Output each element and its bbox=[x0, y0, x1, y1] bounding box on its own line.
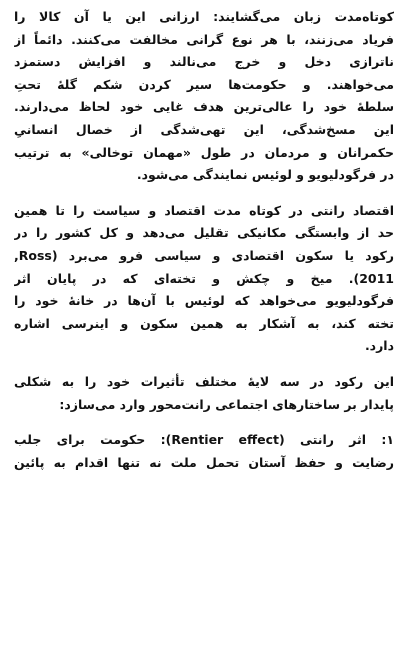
text-line: ناترازی دخل و خرج می‌نالند و افزایش دستمزد bbox=[14, 54, 394, 70]
text-line: حکمرانان و مردمان در طول «مهمان توخالی» به ترتیب bbox=[14, 144, 394, 160]
paragraph-4 bbox=[14, 429, 394, 474]
text-line: کوتاه‌مدت زبان می‌گشایند: ارزانی این یا آن کالا را bbox=[14, 9, 394, 24]
text-line: سلطهٔ خود را عالی‌ترین هدف غایی خود لحاظ می‌دارند. bbox=[14, 99, 394, 115]
text-line: فریاد می‌زنند، با هر نوع گرانی مخالفت می‌کنند. دائماً از bbox=[14, 31, 394, 47]
document-page bbox=[14, 6, 394, 487]
text-line: این رکود در سه لایهٔ مختلف تأثیرات خود را به شکلی bbox=[14, 373, 394, 389]
text-line: تخته کند، به آشکار به همین سکون و اینرسی اشاره bbox=[14, 315, 394, 331]
text-line: پایدار بر ساختارهای اجتماعی رانت‌محور وارد می‌سازد: bbox=[59, 396, 394, 412]
text-line: اقتصاد رانتی در کوتاه مدت اقتصاد و سیاست را تا همین bbox=[14, 202, 394, 218]
text-line: این مسخ‌شدگی، این تهی‌شدگی از خصال انسانیِ bbox=[14, 121, 394, 137]
text-line: می‌خواهند. و حکومت‌ها سیر کردن شکم گلهٔ تحتِ bbox=[14, 76, 394, 92]
text-line: ۱: اثر رانتی (Rentier effect): حکومت برای جلب bbox=[14, 432, 394, 448]
paragraph-3 bbox=[14, 371, 394, 416]
text-line: دارد. bbox=[364, 338, 394, 354]
text-line: در فرگودلیویو و لوئیس نمایندگی می‌شود. bbox=[136, 167, 394, 183]
text-line: حد از وابستگی مکانیکی تقلیل می‌دهد و کل کشور را در bbox=[14, 225, 394, 241]
text-line: رضایت و حفظ آستان تحمل ملت نه تنها اقدام به پائین bbox=[14, 454, 394, 470]
text-line: 2011). میخ و چکش و تخته‌ای که در پایان اثر bbox=[14, 270, 394, 286]
text-line: فرگودلیویو می‌خواهد که لوئیس با آن‌ها در خانهٔ خود را bbox=[14, 293, 394, 309]
text-line: رکود یا سکون اقتصادی و سیاسی فرو می‌برد (Ross, bbox=[14, 247, 394, 263]
paragraph-1 bbox=[14, 6, 394, 187]
paragraph-2 bbox=[14, 200, 394, 358]
